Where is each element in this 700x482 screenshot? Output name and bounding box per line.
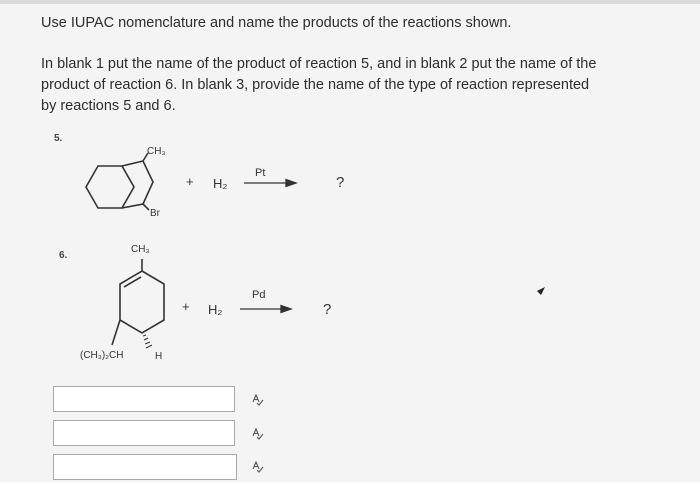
reaction5-product: ? xyxy=(336,174,345,191)
reaction5-methyl-label: CH₃ xyxy=(147,146,166,157)
reaction6-reagent: H₂ xyxy=(208,302,223,317)
mouse-pointer-icon xyxy=(537,287,545,295)
blank-2-input[interactable] xyxy=(53,420,235,446)
reaction5-plus: + xyxy=(186,174,194,189)
reaction6-number: 6. xyxy=(59,250,68,261)
reaction6-plus: + xyxy=(182,299,190,314)
reaction5-reagent: H₂ xyxy=(213,176,228,191)
question-title: Use IUPAC nomenclature and name the products of the reactions shown. xyxy=(41,15,512,31)
spellcheck-icon[interactable] xyxy=(250,459,264,473)
spellcheck-icon[interactable] xyxy=(250,426,264,440)
reaction6-h-label: H xyxy=(155,351,163,362)
spellcheck-icon[interactable] xyxy=(250,392,264,406)
reaction6-methyl-label: CH₃ xyxy=(131,244,150,255)
reaction5-number: 5. xyxy=(54,133,63,144)
hashed-wedge xyxy=(143,335,152,348)
reaction6-isopropyl-label: (CH₃)₂CH xyxy=(80,350,124,361)
reaction6-product: ? xyxy=(323,301,332,318)
reaction5-bromo-label: Br xyxy=(150,208,160,219)
reaction5-catalyst: Pt xyxy=(255,167,266,179)
question-instructions: In blank 1 put the name of the product of reaction 5, and in blank 2 put the name of the product of reaction 6. In blank 3, provide the name of the type of reaction represented by reactions 5 and 6. xyxy=(41,56,597,114)
reaction6-arrow xyxy=(240,306,291,313)
reaction5-structure xyxy=(86,153,153,210)
reaction6-catalyst: Pd xyxy=(252,289,266,301)
blank-1-input[interactable] xyxy=(53,386,235,412)
blank-3-input[interactable] xyxy=(53,454,237,480)
reaction6-structure xyxy=(112,259,164,345)
reaction5-arrow xyxy=(244,180,296,187)
